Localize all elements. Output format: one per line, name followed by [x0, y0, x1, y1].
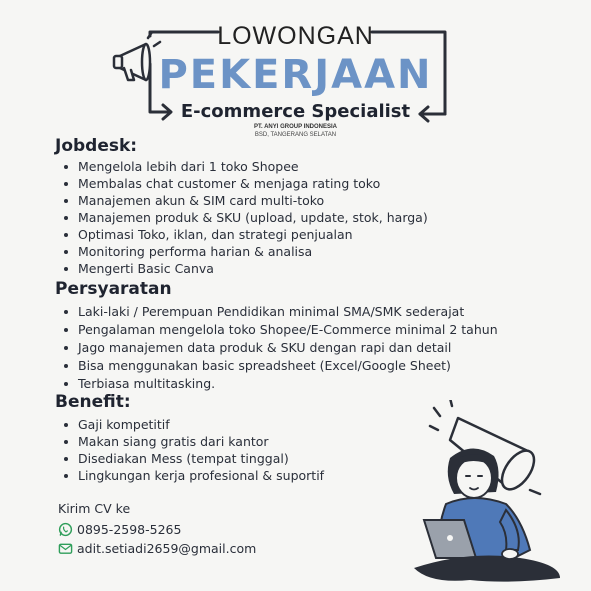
title-top: LOWONGAN: [217, 22, 374, 50]
list-item: Lingkungan kerja profesional & suportif: [62, 467, 324, 484]
benefit-list: [62, 416, 324, 484]
list-item: Monitoring performa harian & analisa: [62, 243, 428, 260]
list-item: Mengerti Basic Canva: [62, 260, 428, 277]
list-item: Membalas chat customer & menjaga rating toko: [62, 175, 428, 192]
list-item: Terbiasa multitasking.: [62, 375, 498, 392]
benefit-heading: Benefit:: [55, 392, 131, 412]
email-row[interactable]: [58, 541, 256, 556]
list-item: Jago manajemen data produk & SKU dengan rapi dan detail: [62, 339, 498, 356]
person-laptop-illustration: [410, 400, 580, 585]
title-main: PEKERJAAN: [158, 52, 433, 98]
list-item: Pengalaman mengelola toko Shopee/E-Commerce minimal 2 tahun: [62, 321, 498, 338]
contact-label: Kirim CV ke: [58, 501, 131, 516]
whatsapp-icon: [58, 522, 73, 537]
list-item: Optimasi Toko, iklan, dan strategi penjualan: [62, 226, 428, 243]
list-item: Laki-laki / Perempuan Pendidikan minimal SMA/SMK sederajat: [62, 303, 498, 320]
phone-row[interactable]: [58, 522, 256, 537]
requirements-list: [62, 303, 498, 392]
position-title: E-commerce Specialist: [180, 101, 411, 122]
email-address[interactable]: adit.setiadi2659@gmail.com: [77, 541, 257, 556]
jobdesk-heading: Jobdesk:: [55, 136, 138, 156]
list-item: Manajemen produk & SKU (upload, update, stok, harga): [62, 209, 428, 226]
list-item: Disediakan Mess (tempat tinggal): [62, 450, 324, 467]
company-name: PT. ANYI GROUP INDONESIA: [253, 124, 337, 130]
contact-block: [58, 501, 256, 556]
phone-number[interactable]: 0895-2598-5265: [77, 522, 182, 537]
mail-icon: [58, 541, 73, 556]
list-item: Gaji kompetitif: [62, 416, 324, 433]
list-item: Manajemen akun & SIM card multi-toko: [62, 192, 428, 209]
company-location: BSD, TANGERANG SELATAN: [254, 132, 337, 138]
list-item: Mengelola lebih dari 1 toko Shopee: [62, 158, 428, 175]
requirements-heading: Persyaratan: [55, 279, 172, 299]
list-item: Bisa menggunakan basic spreadsheet (Excel/Google Sheet): [62, 357, 498, 374]
list-item: Makan siang gratis dari kantor: [62, 433, 324, 450]
jobdesk-list: [62, 158, 428, 277]
